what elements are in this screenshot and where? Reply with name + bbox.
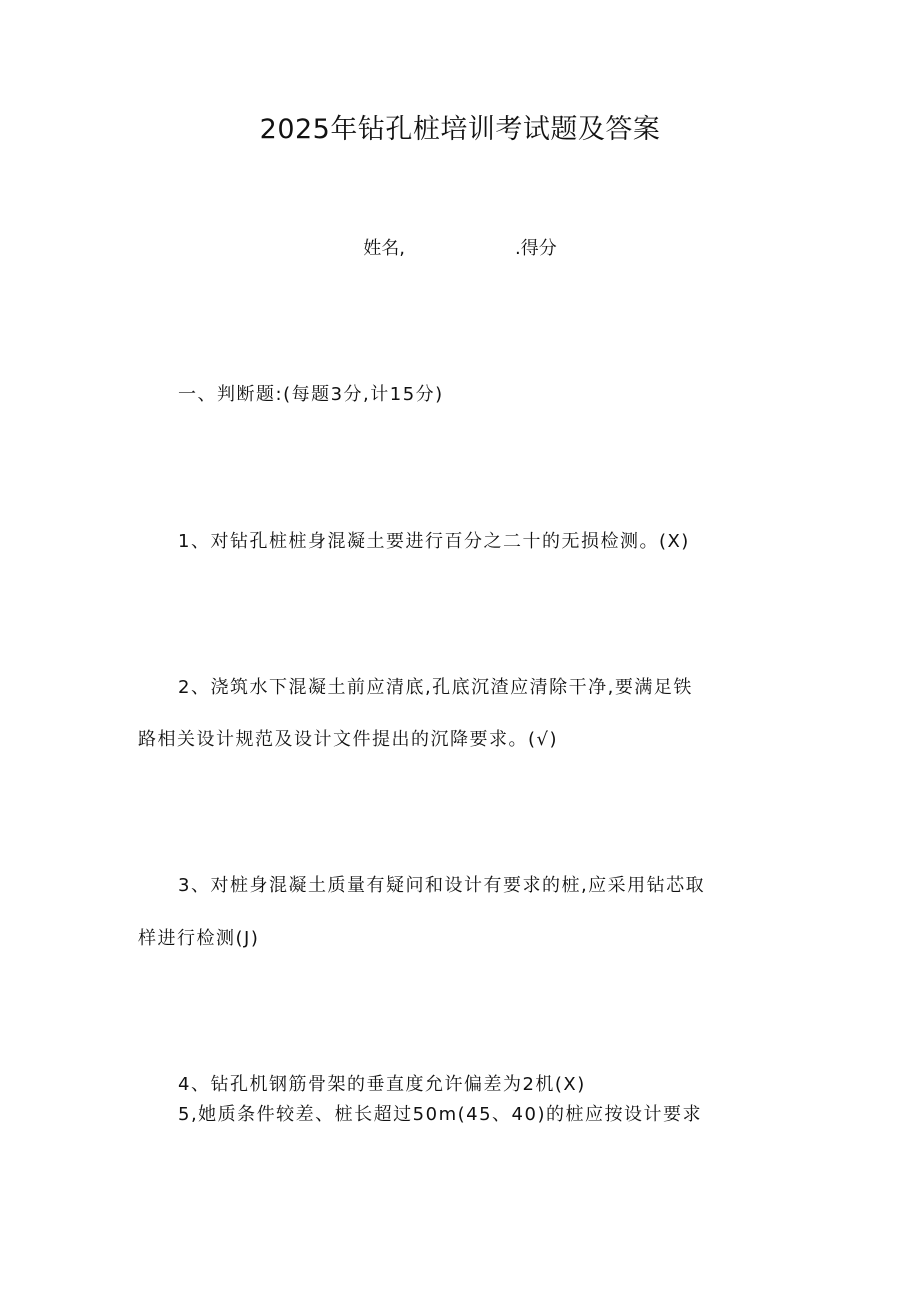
question-5-line-1: 5,她质条件较差、桩长超过50m(45、40)的桩应按设计要求: [178, 1104, 702, 1125]
name-label: 姓名,: [363, 238, 405, 259]
question-4-line-1: 4、钻孔机钢筋骨架的垂直度允许偏差为2机(X): [178, 1074, 586, 1095]
document-title: 2025年钻孔桩培训考试题及答案: [259, 114, 661, 145]
question-3-line-2: 样进行检测(J): [138, 928, 260, 949]
score-label: .得分: [515, 238, 557, 259]
question-2-line-2: 路相关设计规范及设计文件提出的沉降要求。(√): [138, 729, 559, 750]
section-heading: 一、判断题:(每题3分,计15分): [178, 384, 444, 405]
name-score-line: [0, 240, 920, 258]
question-3-line-1: 3、对桩身混凝土质量有疑问和设计有要求的桩,应采用钻芯取: [178, 875, 706, 896]
question-2-line-1: 2、浇筑水下混凝土前应清底,孔底沉渣应清除干净,要满足铁: [178, 677, 693, 698]
question-1-line-1: 1、对钻孔桩桩身混凝土要进行百分之二十的无损检测。(X): [178, 531, 690, 552]
